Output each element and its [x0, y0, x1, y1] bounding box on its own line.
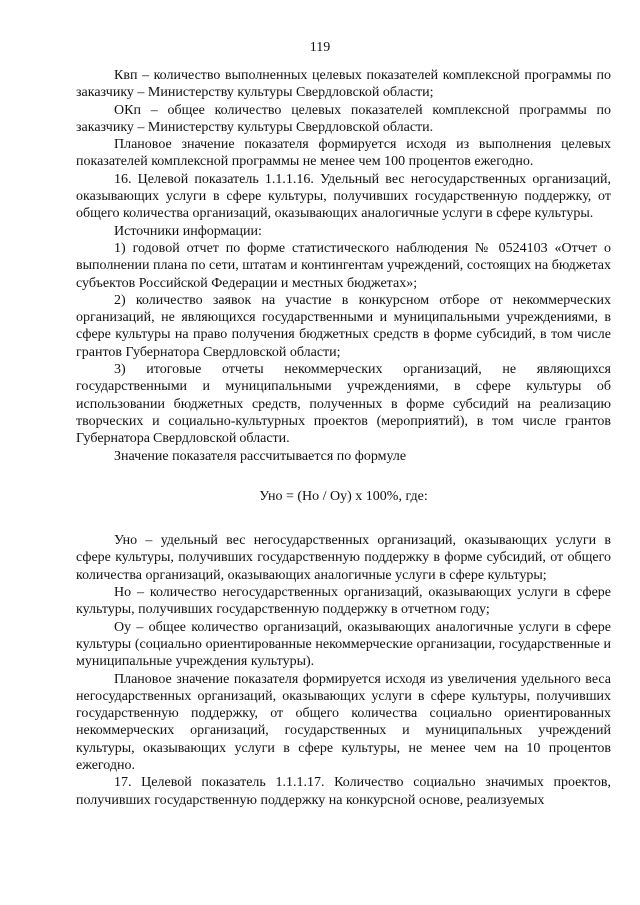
document-body — [76, 67, 611, 809]
paragraph-planned-value-100: Плановое значение показателя формируется исходя из выполнения целевых показателей комплексной программы не менее чем 100 процентов ежегодно. — [76, 137, 611, 170]
paragraph-formula-intro: Значение показателя рассчитывается по формуле — [114, 448, 407, 464]
paragraph-oy-definition: Оу – общее количество организаций, оказывающих аналогичные услуги в сфере культуры (социально ориентированные некоммерческие организации, государственные и муниципальные учреждения культуры). — [76, 619, 611, 670]
paragraph-indicator-17-title: 17. Целевой показатель 1.1.1.17. Количество социально значимых проектов, получивших государственную поддержку на конкурсной основе, реализуемых — [76, 775, 611, 808]
paragraph-sources-heading: Источники информации: — [114, 223, 262, 239]
paragraph-no-definition: Но – количество негосударственных организаций, оказывающих услуги в сфере культуры, получивших государственную поддержку в отчетном году; — [76, 585, 611, 618]
paragraph-source-1: 1) годовой отчет по форме статистического наблюдения № 0524103 «Отчет о выполнении плана по сети, штатам и контингентам учреждений, состоящих на бюджетах субъектов Российской Федерации и местных бюджетах»; — [76, 240, 611, 291]
paragraph-okp-definition: ОКп – общее количество целевых показателей комплексной программы по заказчику – Министерству культуры Свердловской области. — [76, 102, 611, 135]
paragraph-source-3: 3) итоговые отчеты некоммерческих организаций, не являющихся государственными и муниципальными учреждениями, в сфере культуры об использовании бюджетных средств, полученных в форме субсидий на реализацию творческих и социально-культурных проектов (мероприятий), в том числе грантов Губернатора Свердловской области. — [76, 362, 611, 447]
paragraph-planned-value-10: Плановое значение показателя формируется исходя из увеличения удельного веса негосударственных организаций, оказывающих услуги в сфере культуры, получивших государственную поддержку, от общего количества социально ориентированных некоммерческих организаций, государственных и муниципальных учреждений культуры, оказывающих услуги в сфере культуры, не менее чем на 10 процентов ежегодно. — [76, 671, 611, 773]
page-number: 119 — [309, 40, 331, 55]
paragraph-kvp-definition: Квп – количество выполненных целевых показателей комплексной программы по заказчику – Министерству культуры Свердловской области; — [76, 68, 611, 101]
formula: Уно = (Но / Оу) х 100%, где: — [259, 488, 428, 504]
paragraph-indicator-16-title: 16. Целевой показатель 1.1.1.16. Удельный вес негосударственных организаций, оказывающих услуги в сфере культуры, получивших государственную поддержку, от общего количества организаций, оказывающих аналогичные услуги в сфере культуры. — [76, 171, 611, 222]
paragraph-source-2: 2) количество заявок на участие в конкурсном отборе от некоммерческих организаций, не являющихся государственными и муниципальными учреждениями, в сфере культуры на право получения бюджетных средств в форме субсидий, в том числе грантов Губернатора Свердловской области; — [76, 292, 611, 360]
paragraph-uno-definition: Уно – удельный вес негосударственных организаций, оказывающих услуги в сфере культуры, получивших государственную поддержку в форме субсидий, от общего количества организаций, оказывающих аналогичные услуги в сфере культуры; — [76, 533, 611, 583]
